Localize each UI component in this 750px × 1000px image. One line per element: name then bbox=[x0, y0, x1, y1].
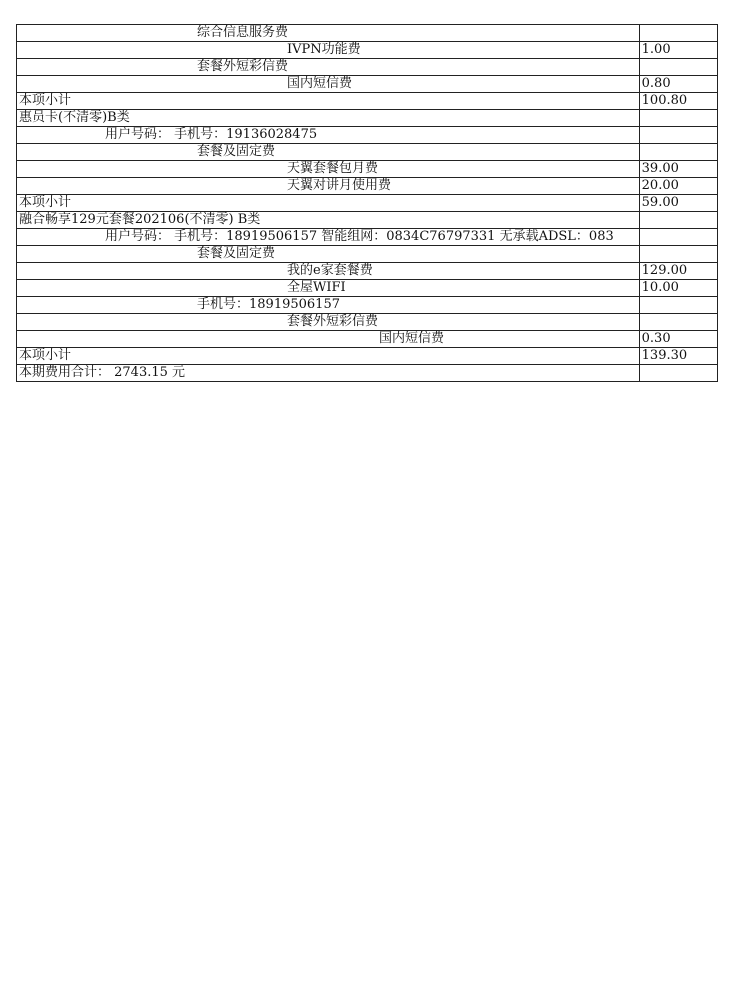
fee-item: 我的e家套餐费 bbox=[17, 263, 640, 280]
fee-amount bbox=[639, 144, 717, 161]
fee-category: 套餐及固定费 bbox=[17, 144, 640, 161]
period-total: 本期费用合计： 2743.15 元 bbox=[17, 365, 640, 382]
fee-category: 套餐外短彩信费 bbox=[17, 59, 640, 76]
subtotal-label: 本项小计 bbox=[17, 195, 640, 212]
fee-item: IVPN功能费 bbox=[17, 42, 640, 59]
fee-amount bbox=[639, 314, 717, 331]
table-row bbox=[17, 212, 718, 229]
table-row bbox=[17, 144, 718, 161]
subtotal-label: 本项小计 bbox=[17, 93, 640, 110]
fee-item: 天翼套餐包月费 bbox=[17, 161, 640, 178]
table-row bbox=[17, 127, 718, 144]
user-number-info: 用户号码： 手机号：18919506157 智能组网：0834C76797331 无承载ADSL：083 bbox=[17, 229, 640, 246]
plan-name: 融合畅享129元套餐202106(不清零) B类 bbox=[17, 212, 640, 229]
subtotal-label: 本项小计 bbox=[17, 348, 640, 365]
table-row bbox=[17, 178, 718, 195]
fee-amount bbox=[639, 229, 717, 246]
user-number-info: 用户号码： 手机号：19136028475 bbox=[17, 127, 640, 144]
fee-amount bbox=[639, 59, 717, 76]
table-row bbox=[17, 331, 718, 348]
table-row bbox=[17, 365, 718, 382]
fee-amount: 0.80 bbox=[639, 76, 717, 93]
table-row bbox=[17, 263, 718, 280]
fee-category: 套餐及固定费 bbox=[17, 246, 640, 263]
plan-name: 惠员卡(不清零)B类 bbox=[17, 110, 640, 127]
fee-amount: 129.00 bbox=[639, 263, 717, 280]
table-row bbox=[17, 280, 718, 297]
table-row bbox=[17, 161, 718, 178]
fee-item: 国内短信费 bbox=[17, 76, 640, 93]
fee-amount: 1.00 bbox=[639, 42, 717, 59]
fee-category: 套餐外短彩信费 bbox=[17, 314, 640, 331]
table-row bbox=[17, 59, 718, 76]
table-row bbox=[17, 348, 718, 365]
fee-amount bbox=[639, 212, 717, 229]
fee-amount bbox=[639, 297, 717, 314]
fee-item: 国内短信费 bbox=[17, 331, 640, 348]
table-row bbox=[17, 314, 718, 331]
bill-detail-table bbox=[16, 24, 718, 382]
fee-category: 综合信息服务费 bbox=[17, 25, 640, 42]
table-row bbox=[17, 110, 718, 127]
subtotal-amount: 139.30 bbox=[639, 348, 717, 365]
table-row bbox=[17, 25, 718, 42]
fee-amount bbox=[639, 127, 717, 144]
table-row bbox=[17, 297, 718, 314]
fee-amount: 10.00 bbox=[639, 280, 717, 297]
fee-item: 全屋WIFI bbox=[17, 280, 640, 297]
fee-amount: 39.00 bbox=[639, 161, 717, 178]
subtotal-amount: 100.80 bbox=[639, 93, 717, 110]
fee-amount bbox=[639, 25, 717, 42]
table-row bbox=[17, 42, 718, 59]
table-row bbox=[17, 229, 718, 246]
mobile-number-info: 手机号：18919506157 bbox=[17, 297, 640, 314]
table-row bbox=[17, 93, 718, 110]
fee-amount: 0.30 bbox=[639, 331, 717, 348]
fee-amount bbox=[639, 110, 717, 127]
table-row bbox=[17, 76, 718, 93]
subtotal-amount: 59.00 bbox=[639, 195, 717, 212]
fee-amount: 20.00 bbox=[639, 178, 717, 195]
fee-amount bbox=[639, 246, 717, 263]
fee-item: 天翼对讲月使用费 bbox=[17, 178, 640, 195]
table-row bbox=[17, 246, 718, 263]
fee-amount bbox=[639, 365, 717, 382]
table-row bbox=[17, 195, 718, 212]
